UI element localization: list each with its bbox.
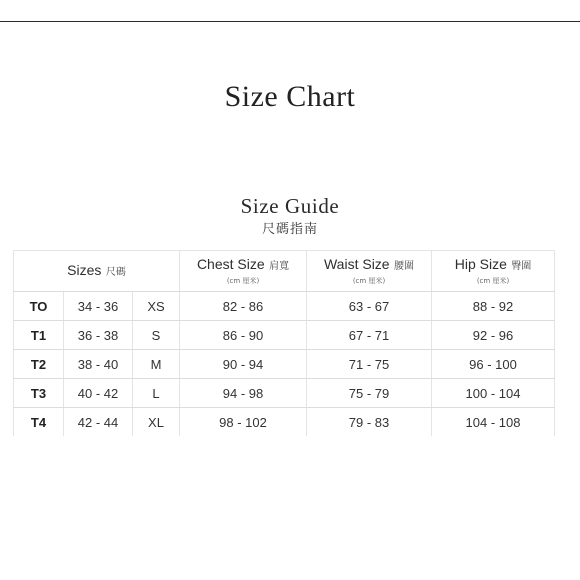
size-code-cell: T4 — [14, 408, 64, 437]
hip-cell: 88 - 92 — [432, 292, 555, 321]
sizes-header — [14, 251, 180, 292]
size-guide-subtitle: 尺碼指南 — [261, 222, 318, 237]
letter-size-cell: XS — [133, 292, 180, 321]
waist-header-label: Waist Size — [323, 256, 390, 272]
waist-cell: 75 - 79 — [307, 379, 432, 408]
eu-size-cell: 38 - 40 — [64, 350, 133, 379]
eu-size-cell: 36 - 38 — [64, 321, 133, 350]
table-row — [14, 321, 555, 350]
table-header-row — [14, 251, 555, 292]
waist-header-cjk: 腰圍 — [394, 261, 415, 272]
size-code-cell: T3 — [14, 379, 64, 408]
size-code-cell: T1 — [14, 321, 64, 350]
chest-header-label: Chest Size — [196, 256, 265, 272]
waist-cell: 63 - 67 — [307, 292, 432, 321]
waist-header — [307, 251, 432, 292]
top-divider — [0, 21, 580, 22]
sizes-header-cjk: 尺碼 — [105, 267, 126, 278]
hip-header-cjk: 臀圍 — [511, 261, 532, 272]
eu-size-cell: 34 - 36 — [64, 292, 133, 321]
waist-header-unit: (cm 厘米) — [352, 277, 386, 285]
size-code-cell: TO — [14, 292, 64, 321]
chest-header-cjk: 肩寬 — [269, 261, 290, 272]
letter-size-cell: S — [133, 321, 180, 350]
sizes-header-label: Sizes — [67, 262, 102, 278]
waist-cell: 67 - 71 — [307, 321, 432, 350]
chest-header-unit: (cm 厘米) — [226, 277, 260, 285]
hip-cell: 92 - 96 — [432, 321, 555, 350]
table-row — [14, 408, 555, 437]
table-row — [14, 292, 555, 321]
letter-size-cell: M — [133, 350, 180, 379]
size-table — [13, 250, 555, 436]
hip-header — [432, 251, 555, 292]
size-code-cell: T2 — [14, 350, 64, 379]
eu-size-cell: 40 - 42 — [64, 379, 133, 408]
chest-header — [180, 251, 307, 292]
chest-cell: 90 - 94 — [180, 350, 307, 379]
table-row — [14, 350, 555, 379]
hip-cell: 104 - 108 — [432, 408, 555, 437]
chest-cell: 86 - 90 — [180, 321, 307, 350]
chest-cell: 82 - 86 — [180, 292, 307, 321]
letter-size-cell: XL — [133, 408, 180, 437]
chest-cell: 98 - 102 — [180, 408, 307, 437]
waist-cell: 71 - 75 — [307, 350, 432, 379]
chest-cell: 94 - 98 — [180, 379, 307, 408]
hip-header-unit: (cm 厘米) — [476, 277, 510, 285]
letter-size-cell: L — [133, 379, 180, 408]
hip-header-label: Hip Size — [454, 256, 507, 272]
page-title: Size Chart — [224, 80, 356, 113]
waist-cell: 79 - 83 — [307, 408, 432, 437]
hip-cell: 96 - 100 — [432, 350, 555, 379]
table-row — [14, 379, 555, 408]
hip-cell: 100 - 104 — [432, 379, 555, 408]
size-guide-title: Size Guide — [240, 194, 340, 218]
eu-size-cell: 42 - 44 — [64, 408, 133, 437]
